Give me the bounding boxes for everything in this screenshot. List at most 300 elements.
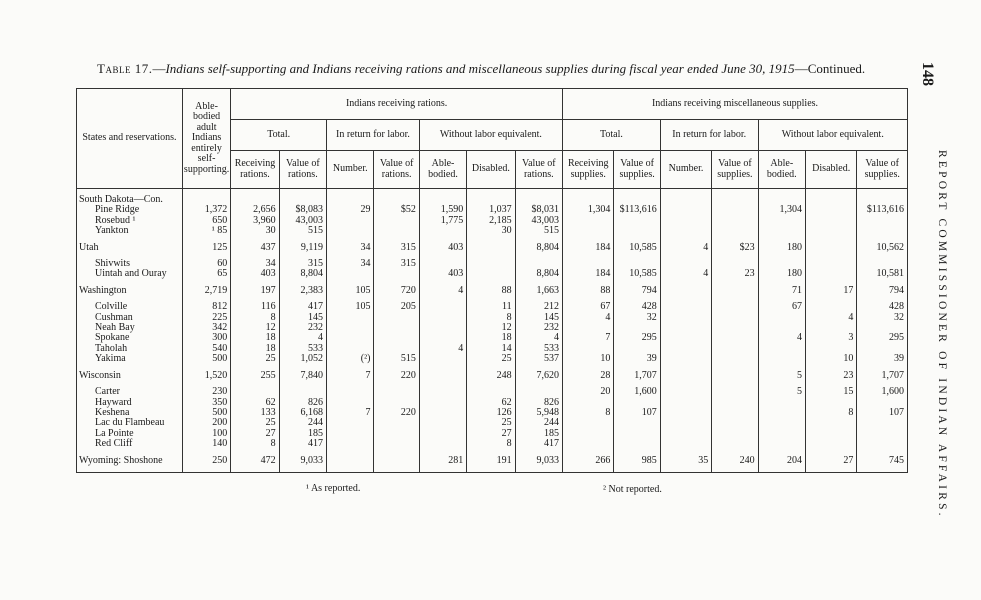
table-cell: 244 [515,418,562,428]
header-supplies-value-labor: Value of supplies. [712,151,758,189]
table-cell [712,313,758,323]
header-value-supplies: Value of supplies. [614,151,660,189]
table-cell: $52 [374,205,419,215]
table-cell: 32 [857,313,908,323]
table-cell [374,387,419,397]
header-supplies-value-without: Value of supplies. [857,151,908,189]
table-cell: 5 [758,387,805,397]
table-cell: 350 [182,398,230,408]
table-cell: 315 [374,259,419,269]
table-cell [419,302,466,312]
table-cell: 10,585 [614,269,660,279]
table-cell: 300 [182,333,230,343]
table-cell: 88 [563,286,614,296]
table-cell: ¹ 85 [182,226,230,236]
table-cell [660,387,711,397]
table-cell [712,286,758,296]
table-row [77,259,908,269]
table-cell: 220 [374,371,419,381]
table-cell [758,216,805,226]
table-row [77,243,908,253]
table-label: Table 17. [97,61,153,76]
table-cell: 1,600 [857,387,908,397]
table-cell: 428 [857,302,908,312]
table-cell: $113,616 [857,205,908,215]
table-body [77,189,908,473]
table-cell: 133 [231,408,279,418]
table-cell [758,313,805,323]
row-label: Utah [77,243,183,253]
table-cell [374,333,419,343]
table-cell: 28 [563,371,614,381]
table-row [77,269,908,279]
table-cell [327,269,374,279]
table-cell [374,226,419,236]
table-cell [758,439,805,449]
table-cell: 43,003 [515,216,562,226]
footnote-not-reported: ² Not reported. [603,484,662,495]
table-cell [419,398,466,408]
table-cell [857,216,908,226]
table-cell: 1,600 [614,387,660,397]
table-cell [857,429,908,439]
table-cell: 244 [279,418,326,428]
table-cell [660,371,711,381]
table-cell: 1,590 [419,205,466,215]
table-cell: 255 [231,371,279,381]
table-cell: 62 [231,398,279,408]
table-cell [805,205,856,215]
table-cell: 472 [231,456,279,473]
header-rations-disabled: Disabled. [467,151,515,189]
table-cell: 1,520 [182,371,230,381]
table-cell [563,189,614,206]
table-cell [712,323,758,333]
header-rations-group: Indians receiving rations. [231,89,563,120]
header-rations-total: Total. [231,120,327,151]
row-label: Washington [77,286,183,296]
table-cell: 1,775 [419,216,466,226]
table-cell [419,387,466,397]
table-cell: 515 [374,354,419,364]
table-cell [660,333,711,343]
table-cell [758,418,805,428]
header-rations-without-labor: Without labor equivalent. [419,120,562,151]
caption-dash: — [152,61,166,76]
table-cell: 4 [805,313,856,323]
table-cell: 1,052 [279,354,326,364]
table-cell [614,439,660,449]
table-cell [805,226,856,236]
table-cell: 7,620 [515,371,562,381]
row-label: Hayward [77,398,183,408]
table-cell [712,333,758,343]
table-cell: 200 [182,418,230,428]
table-cell [327,189,374,206]
table-cell: 417 [279,439,326,449]
table-cell [327,387,374,397]
table-cell: 232 [515,323,562,333]
table-cell [712,354,758,364]
row-label: Neah Bay [77,323,183,333]
table-cell [712,418,758,428]
table-cell: 43,003 [279,216,326,226]
table-row [77,226,908,236]
table-cell: $8,031 [515,205,562,215]
table-cell: 985 [614,456,660,473]
table-cell: 533 [515,344,562,354]
table-cell [231,189,279,206]
row-label: Pine Ridge [77,205,183,215]
table-cell [660,408,711,418]
table-cell: 250 [182,456,230,473]
table-cell: 10,562 [857,243,908,253]
table-cell [374,439,419,449]
table-cell: 105 [327,302,374,312]
row-label: Taholah [77,344,183,354]
table-cell: 8 [805,408,856,418]
table-cell: 826 [515,398,562,408]
table-cell: 266 [563,456,614,473]
table-cell: 27 [467,429,515,439]
table-cell [614,429,660,439]
table-cell: 7,840 [279,371,326,381]
table-cell [712,302,758,312]
header-value-rations: Value of rations. [279,151,326,189]
table-cell [563,429,614,439]
table-cell [805,439,856,449]
table-cell [660,286,711,296]
table-cell: 232 [279,323,326,333]
table-cell [279,387,326,397]
table-cell: 100 [182,429,230,439]
table-cell [712,408,758,418]
table-cell: 30 [467,226,515,236]
table-cell: 1,663 [515,286,562,296]
table-cell [419,418,466,428]
table-cell [857,226,908,236]
table-cell: 2,719 [182,286,230,296]
table-cell: 3,960 [231,216,279,226]
table-cell: 315 [374,243,419,253]
table-cell: 15 [805,387,856,397]
table-cell [712,205,758,215]
table-cell: 7 [563,333,614,343]
table-cell [374,456,419,473]
row-label: Yakima [77,354,183,364]
table-cell [758,189,805,206]
table-cell [327,226,374,236]
table-cell [660,189,711,206]
table-row [77,189,908,206]
table-cell [467,269,515,279]
table-cell: 107 [614,408,660,418]
row-label: Lac du Flambeau [77,418,183,428]
table-cell: 1,372 [182,205,230,215]
table-cell: 4 [563,313,614,323]
header-supplies-without-labor: Without labor equivalent. [758,120,907,151]
table-cell: $8,083 [279,205,326,215]
table-cell: 62 [467,398,515,408]
table-row [77,439,908,449]
table-cell [805,259,856,269]
table-cell: 794 [857,286,908,296]
table-cell [374,323,419,333]
row-label: Carter [77,387,183,397]
table-row [77,323,908,333]
table-row [77,398,908,408]
table-cell: 2,383 [279,286,326,296]
table-cell: 4 [758,333,805,343]
table-cell [660,418,711,428]
table-cell [467,243,515,253]
table-row [77,418,908,428]
header-supplies-in-return: In return for labor. [660,120,758,151]
row-label: Cushman [77,313,183,323]
table-cell [563,226,614,236]
table-cell: $113,616 [614,205,660,215]
table-cell: 35 [660,456,711,473]
table-cell: 14 [467,344,515,354]
row-label: Wisconsin [77,371,183,381]
table-row [77,313,908,323]
table-cell: 342 [182,323,230,333]
table-cell: 248 [467,371,515,381]
table-cell [712,216,758,226]
table-cell [660,439,711,449]
table-cell [419,323,466,333]
table-cell: 8 [467,439,515,449]
table-cell: 204 [758,456,805,473]
table-cell [805,216,856,226]
table-cell [758,226,805,236]
table-cell: 428 [614,302,660,312]
table-cell: 11 [467,302,515,312]
table-cell: 18 [231,344,279,354]
table-cell [805,243,856,253]
supplies-table [76,88,908,473]
table-cell [660,226,711,236]
table-cell [563,418,614,428]
table-row [77,387,908,397]
table-cell: 403 [419,269,466,279]
row-label: Spokane [77,333,183,343]
table-cell: 500 [182,354,230,364]
table-cell: 8,804 [515,243,562,253]
table-cell: 65 [182,269,230,279]
table-cell: 8,804 [279,269,326,279]
table-cell [857,439,908,449]
table-row [77,408,908,418]
table-cell: 315 [279,259,326,269]
table-row [77,456,908,473]
table-cell [374,429,419,439]
table-cell: 10 [563,354,614,364]
table-cell: 403 [231,269,279,279]
table-cell: 18 [231,333,279,343]
table-cell: 515 [515,226,562,236]
table-cell: 107 [857,408,908,418]
table-cell: 9,033 [279,456,326,473]
table-cell: 4 [515,333,562,343]
table-cell [712,439,758,449]
table-cell [805,269,856,279]
caption-description: Indians self-supporting and Indians receiving rations and miscellaneous supplies during fiscal year ended June 30, 1915 [165,61,795,76]
header-receiving-supplies: Receiving supplies. [563,151,614,189]
header-states: States and reservations. [77,89,183,189]
table-cell [374,313,419,323]
table-cell [614,226,660,236]
table-cell [327,439,374,449]
table-cell [374,269,419,279]
table-row [77,216,908,226]
header-rations-value-without: Value of rations. [515,151,562,189]
table-cell [182,189,230,206]
table-cell: 180 [758,269,805,279]
table-row [77,286,908,296]
table-cell [660,302,711,312]
table-cell [614,189,660,206]
table-cell: 125 [182,243,230,253]
table-cell: 6,168 [279,408,326,418]
table-cell: 205 [374,302,419,312]
table-cell: 10 [805,354,856,364]
table-cell [758,354,805,364]
table-cell [515,387,562,397]
page-number: 148 [919,62,936,86]
table-cell [374,418,419,428]
table-cell [374,216,419,226]
row-label: Colville [77,302,183,312]
table-row [77,354,908,364]
table-cell [712,429,758,439]
row-label: La Pointe [77,429,183,439]
table-cell: (²) [327,354,374,364]
table-cell: 3 [805,333,856,343]
row-label: Rosebud ¹ [77,216,183,226]
table-cell [660,313,711,323]
table-cell: 29 [327,205,374,215]
header-supplies-total: Total. [563,120,661,151]
table-cell [327,333,374,343]
table-cell: 7 [327,408,374,418]
table-cell: 745 [857,456,908,473]
header-rations-in-return: In return for labor. [327,120,420,151]
table-cell: 140 [182,439,230,449]
table-cell: 295 [614,333,660,343]
table-cell: 812 [182,302,230,312]
header-receiving-rations: Receiving rations. [231,151,279,189]
table-cell: 650 [182,216,230,226]
table-cell: 225 [182,313,230,323]
table-cell: 720 [374,286,419,296]
table-cell: 220 [374,408,419,418]
table-cell: 12 [231,323,279,333]
table-cell: 295 [857,333,908,343]
table-cell: 1,304 [563,205,614,215]
header-supplies-disabled: Disabled. [805,151,856,189]
table-cell [805,418,856,428]
table-cell [857,189,908,206]
running-head: REPORT COMMISSIONER OF INDIAN AFFAIRS. [936,150,948,519]
table-cell: 8 [467,313,515,323]
table-cell [419,439,466,449]
table-cell [419,429,466,439]
table-cell: 537 [515,354,562,364]
table-cell [758,429,805,439]
header-rations-able-bodied: Able-bodied. [419,151,466,189]
table-cell [327,418,374,428]
table-cell: 826 [279,398,326,408]
header-supplies-able-bodied: Able-bodied. [758,151,805,189]
table-cell: 17 [805,286,856,296]
table-cell: 10,581 [857,269,908,279]
table-cell: 25 [467,354,515,364]
header-supplies-group: Indians receiving miscellaneous supplies. [563,89,908,120]
footnote-as-reported: ¹ As reported. [306,483,361,494]
header-rations-value-labor: Value of rations. [374,151,419,189]
table-row [77,333,908,343]
table-cell: 403 [419,243,466,253]
table-cell: 417 [279,302,326,312]
row-label: Wyoming: Shoshone [77,456,183,473]
row-label: Uintah and Ouray [77,269,183,279]
table-cell [758,408,805,418]
table-cell: 230 [182,387,230,397]
table-cell [660,205,711,215]
table-cell: 1,707 [857,371,908,381]
table-cell: 197 [231,286,279,296]
table-cell: 23 [712,269,758,279]
table-cell: 281 [419,456,466,473]
table-cell: 4 [660,269,711,279]
table-row [77,302,908,312]
table-cell [515,189,562,206]
table-cell: 34 [231,259,279,269]
table-cell: 185 [515,429,562,439]
table-cell: 9,119 [279,243,326,253]
table-cell [563,439,614,449]
table-cell: 2,656 [231,205,279,215]
table-cell [712,344,758,354]
table-cell [374,189,419,206]
table-cell: 8,804 [515,269,562,279]
table-cell [660,216,711,226]
table-cell [660,398,711,408]
table-cell: 212 [515,302,562,312]
table-cell [563,216,614,226]
table-cell: 5,948 [515,408,562,418]
table-cell [327,323,374,333]
header-rations-number: Number. [327,151,374,189]
table-cell: 8 [231,313,279,323]
table-cell: 5 [758,371,805,381]
table-cell [419,408,466,418]
table-cell [660,354,711,364]
table-cell [327,429,374,439]
table-cell: 9,033 [515,456,562,473]
table-cell [327,456,374,473]
table-cell: 18 [467,333,515,343]
table-cell: 23 [805,371,856,381]
row-label: South Dakota—Con. [77,189,183,206]
table-cell: 27 [231,429,279,439]
caption-continued: —Continued. [794,61,866,76]
table-cell: 39 [614,354,660,364]
table-cell [614,216,660,226]
table-cell: 30 [231,226,279,236]
table-cell [857,418,908,428]
